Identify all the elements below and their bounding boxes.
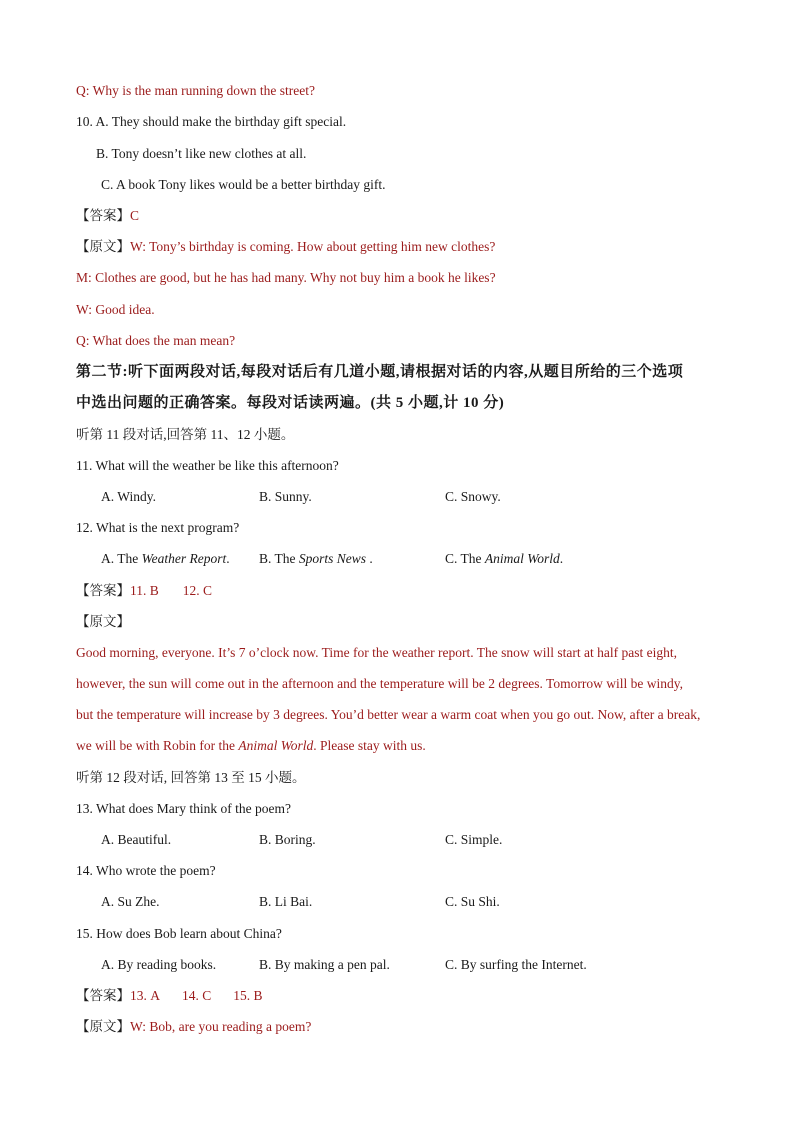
answer-value: 14. C [182,988,212,1003]
answer-line-13-15 [76,987,263,1005]
dialogue-intro: 听第 12 段对话, 回答第 13 至 15 小题。 [76,770,306,785]
question-10-option-c: C. A book Tony likes would be a better birthday gift. [101,177,386,192]
question-14-option-a: A. Su Zhe. [101,894,160,909]
option-prefix: B. The [259,551,299,566]
question-15: 15. How does Bob learn about China? [76,926,282,941]
option-prefix: A. The [101,551,142,566]
question-15-option-a: A. By reading books. [101,957,217,972]
section-heading: 第二节:听下面两段对话,每段对话后有几道小题,请根据对话的内容,从题目所给的三个选项 [76,364,684,380]
question-10-option-a: 10. A. They should make the birthday gift special. [76,114,347,129]
transcript-tag: 【原文】 [76,614,130,629]
program-title: Animal World [484,551,560,566]
question-13-option-a: A. Beautiful. [101,832,172,847]
question-12: 12. What is the next program? [76,520,240,535]
question-15-option-b: B. By making a pen pal. [259,957,390,972]
program-title: Weather Report [141,551,227,566]
transcript-paragraph-line: Good morning, everyone. It’s 7 o’clock now. Time for the weather report. The snow will start at half past eight, [76,645,677,660]
transcript-text: W: Good idea. [76,302,155,317]
question-text: Q: Why is the man running down the street? [76,83,315,98]
program-title: Sports News [298,551,367,566]
question-11-option-b: B. Sunny. [259,489,312,504]
option-suffix: . [226,551,230,566]
transcript-question: Q: What does the man mean? [76,333,236,348]
answer-value: 12. C [182,583,213,598]
question-14-option-b: B. Li Bai. [259,894,313,909]
answer-value: 15. B [233,988,263,1003]
option-suffix: . [559,551,564,566]
paragraph-text: . Please stay with us. [313,738,426,753]
transcript-tag: 【原文】 [76,239,130,254]
answer-value: 13. A [130,988,160,1003]
section-heading: 中选出问题的正确答案。每段对话读两遍。(共 5 小题,计 10 分) [76,395,505,411]
question-13-option-c: C. Simple. [445,832,503,847]
transcript-paragraph-line: however, the sun will come out in the afternoon and the temperature will be 2 degrees. Tomorrow will be windy, [76,676,683,691]
transcript-line-10 [76,238,495,256]
transcript-text: W: Bob, are you reading a poem? [130,1019,312,1034]
dialogue-intro: 听第 11 段对话,回答第 11、12 小题。 [76,427,295,442]
question-12-option-b [259,550,373,568]
option-prefix: C. The [445,551,485,566]
transcript-line-13-15 [76,1018,311,1036]
transcript-text: W: Tony’s birthday is coming. How about getting him new clothes? [130,239,496,254]
answer-line-11-12 [76,582,212,600]
answer-tag: 【答案】 [76,988,130,1003]
question-11-option-c: C. Snowy. [445,489,501,504]
transcript-text: M: Clothes are good, but he has had many. Why not buy him a book he likes? [76,270,496,285]
option-suffix: . [366,551,373,566]
question-12-option-a [101,550,230,568]
question-13-option-b: B. Boring. [259,832,316,847]
answer-tag: 【答案】 [76,583,130,598]
question-14: 14. Who wrote the poem? [76,863,216,878]
question-11-option-a: A. Windy. [101,489,156,504]
transcript-paragraph-line [76,737,426,755]
transcript-paragraph-line: but the temperature will increase by 3 degrees. You’d better wear a warm coat when you go out. Now, after a break, [76,707,701,722]
question-11: 11. What will the weather be like this afternoon? [76,458,339,473]
answer-value: C [130,208,140,223]
answer-line-10 [76,207,139,225]
question-10-option-b: B. Tony doesn’t like new clothes at all. [96,146,307,161]
answer-value: 11. B [130,583,159,598]
question-14-option-c: C. Su Shi. [445,894,500,909]
question-15-option-c: C. By surfing the Internet. [445,957,587,972]
transcript-tag: 【原文】 [76,1019,130,1034]
answer-tag: 【答案】 [76,208,130,223]
question-12-option-c [445,550,563,568]
question-13: 13. What does Mary think of the poem? [76,801,291,816]
program-title: Animal World [238,738,314,753]
paragraph-text: we will be with Robin for the [76,738,239,753]
